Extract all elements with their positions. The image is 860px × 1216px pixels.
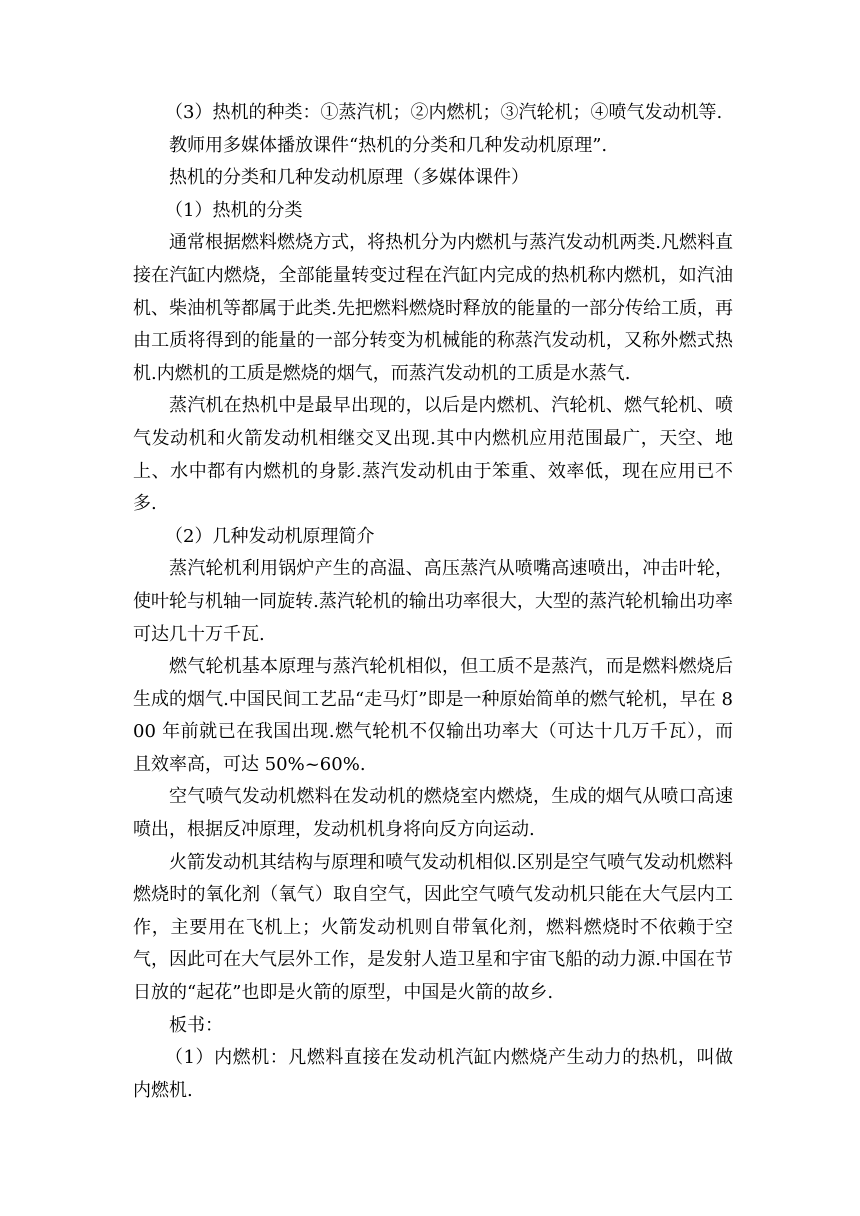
subheading-engine-principles: （2）几种发动机原理简介	[165, 525, 375, 547]
subheading-classification: （1）热机的分类	[165, 199, 303, 221]
classification-paragraph: 通常根据燃料燃烧方式，将热机分为内燃机与蒸汽发动机两类.凡燃料直接在汽缸内燃烧，全部能量转变过程在汽缸内完成的热机称内燃机，如汽油机、柴油机等都属于此类.先把燃料燃烧时释放的能量的一部分传给工质，再由工质将得到的能量的一部分转变为机械能的称蒸汽发动机，又称外燃式热机.内燃机的工质是燃烧的烟气，而蒸汽发动机的工质是水蒸气.	[133, 232, 733, 384]
rocket-engine-paragraph: 火箭发动机其结构与原理和喷气发动机相似.区别是空气喷气发动机燃料燃烧时的氧化剂（氧气）取自空气，因此空气喷气发动机只能在大气层内工作，主要用在飞机上；火箭发动机则自带氧化剂，燃料燃烧时不依赖于空气，因此可在大气层外工作，是发射人造卫星和宇宙飞船的动力源.中国在节日放的“起花”也即是火箭的原型，中国是火箭的故乡.	[133, 851, 733, 1004]
history-paragraph: 蒸汽机在热机中是最早出现的，以后是内燃机、汽轮机、燃气轮机、喷气发动机和火箭发动机相继交叉出现.其中内燃机应用范围最广，天空、地上、水中都有内燃机的身影.蒸汽发动机由于笨重、效率低，现在应用已不多.	[133, 395, 733, 515]
air-jet-engine-paragraph: 空气喷气发动机燃料在发动机的燃烧室内燃烧，生成的烟气从喷口高速喷出，根据反冲原理，发动机机身将向反方向运动.	[133, 786, 733, 841]
internal-combustion-definition: （1）内燃机：凡燃料直接在发动机汽缸内燃烧产生动力的热机，叫做内燃机.	[133, 1047, 733, 1101]
steam-turbine-paragraph: 蒸汽轮机利用锅炉产生的高温、高压蒸汽从喷嘴高速喷出，冲击叶轮，使叶轮与机轴一同旋转.蒸汽轮机的输出功率很大，大型的蒸汽轮机输出功率可达几十万千瓦.	[133, 558, 733, 645]
teacher-multimedia-paragraph: 教师用多媒体播放课件“热机的分类和几种发动机原理”.	[169, 134, 608, 156]
blackboard-label: 板书：	[169, 1014, 223, 1036]
heat-engine-types-paragraph: （3）热机的种类：①蒸汽机；②内燃机；③汽轮机；④喷气发动机等.	[165, 102, 723, 123]
section-heading: 热机的分类和几种发动机原理（多媒体课件）	[169, 167, 529, 189]
document-body	[133, 97, 733, 1107]
gas-turbine-paragraph: 燃气轮机基本原理与蒸汽轮机相似，但工质不是蒸汽，而是燃料燃烧后生成的烟气.中国民间工艺品“走马灯”即是一种原始简单的燃气轮机，早在 800 年前就已在我国出现.燃气轮机不仅输出功率大（可达十几万千瓦），而且效率高，可达 50%~60%.	[133, 656, 733, 775]
